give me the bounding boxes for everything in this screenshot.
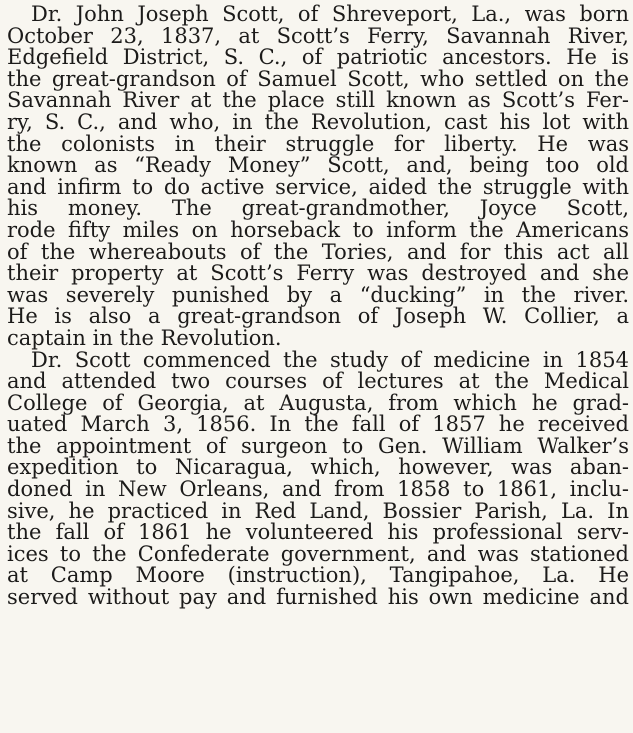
text-line: captain in the Revolution. [7,325,282,350]
text-line: expedition to Nicaragua, which, however, was aban- [7,455,629,480]
paragraph-ancestry [7,4,629,350]
text-line: ry, S. C., and who, in the Revolution, cast his lot with [7,109,629,134]
biography-text [7,4,629,609]
text-line: College of Georgia, at Augusta, from which he grad- [7,390,629,415]
text-line: known as “Ready Money” Scott, and, being too old [7,153,629,178]
text-line: served without pay and furnished his own medicine and [7,585,629,610]
text-line: Savannah River at the place still known as Scott’s Fer- [7,88,629,113]
text-line: sive, he practiced in Red Land, Bossier Parish, La. In [7,498,629,523]
text-line: Dr. Scott commenced the study of medicine in 1854 [31,347,629,372]
paragraph-medical-career [7,347,629,610]
text-line: the fall of 1861 he volunteered his professional serv- [7,520,629,545]
text-line: their property at Scott’s Ferry was destroyed and she [7,261,629,286]
text-line: He is also a great-grandson of Joseph W. Collier, a [7,304,629,329]
text-line: uated March 3, 1856. In the fall of 1857 he received [7,412,629,437]
text-line: and attended two courses of lectures at the Medical [7,369,629,394]
text-line: the colonists in their struggle for liberty. He was [7,131,629,156]
text-line: rode fifty miles on horseback to inform the Americans [7,217,629,242]
text-line: ices to the Confederate government, and was stationed [7,541,629,566]
text-line: was severely punished by a “ducking” in the river. [7,282,629,307]
text-line: the appointment of surgeon to Gen. William Walker’s [7,433,629,458]
text-line: of the whereabouts of the Tories, and for this act all [7,239,629,264]
text-line: doned in New Orleans, and from 1858 to 1861, inclu- [7,477,629,502]
text-line: at Camp Moore (instruction), Tangipahoe, La. He [7,563,629,588]
text-line: October 23, 1837, at Scott’s Ferry, Savannah River, [7,23,629,48]
text-line: his money. The great-grandmother, Joyce Scott, [7,196,629,221]
text-line: Edgefield District, S. C., of patriotic ancestors. He is [7,45,629,70]
text-line: the great-grandson of Samuel Scott, who settled on the [7,66,629,91]
text-line: Dr. John Joseph Scott, of Shreveport, La., was born [31,2,629,26]
text-line: and infirm to do active service, aided the struggle with [7,174,629,199]
